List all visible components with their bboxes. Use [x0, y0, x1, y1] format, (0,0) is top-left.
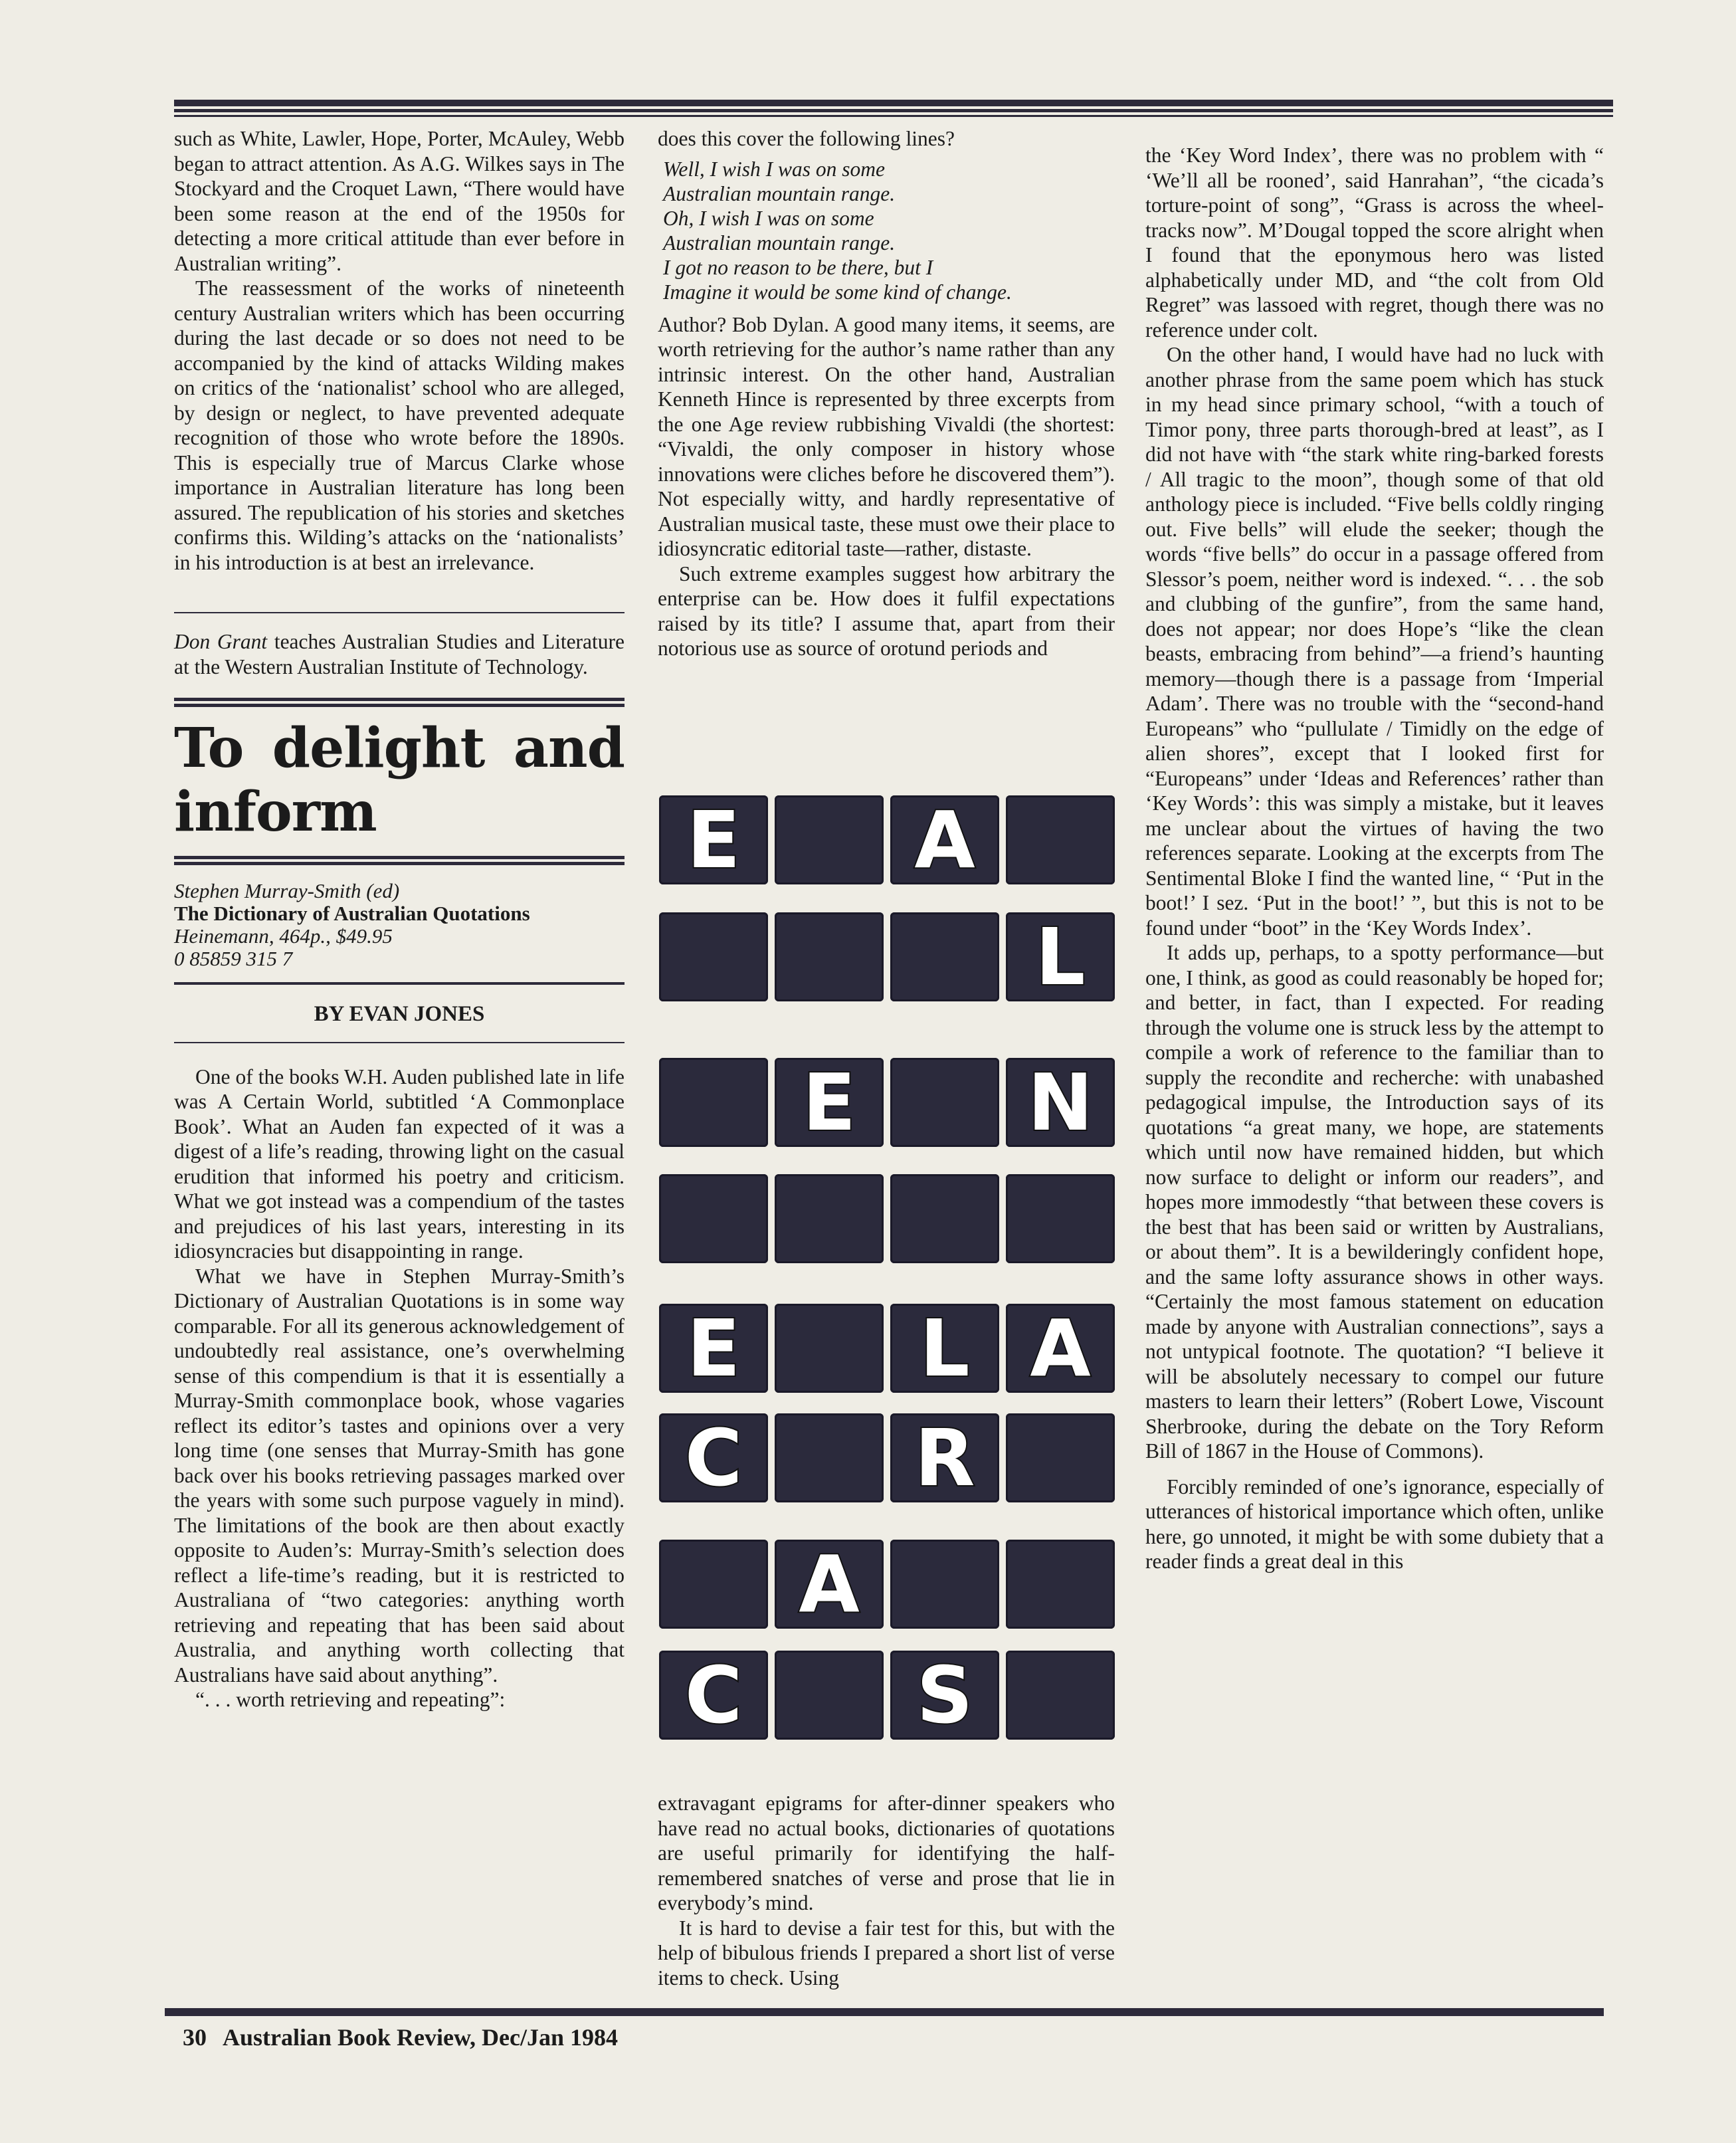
verse-quote	[663, 157, 1115, 304]
letter-tile-r	[890, 1413, 999, 1502]
letter-tile-blank	[775, 1413, 884, 1502]
letter-tile-l	[1006, 912, 1115, 1001]
letter-tile-a	[1006, 1304, 1115, 1393]
paragraph: On the other hand, I would have had no luck with another phrase from the same poem which has stuck in my head since primary school, “with a touch of Timor pony, three parts thorough-bred at least”, as I did not have with “the stark white ring-barked forests / All tragic to the moon”, though some of that old anthology piece is included. “Five bells coldly ringing out. Five bells” will elude the seeker; though the words “five bells” do occur in a passage offered from Slessor’s poem, neither word is indexed. “. . . the sob and clubbing of the gunfire”, from the same hand, does not appear; nor does Hope’s “like the clean beasts, embracing from behind”—a friend’s haunting memory—though there is a passage from ‘Imperial Adam’. There was no trouble with the “second-hand Europeans” who “pullulate / Timidly on the edge of alien shores”, except that I looked first for “Europeans” under ‘Ideas and References’ rather than ‘Key Words’: this was simply a mistake, but it leaves me unclear about the virtues of having the two references separate. Looking at the excerpts from The Sentimental Bloke I find the wanted line, “ ‘Put in the boot!’ I sez. ‘Put in the boot!’ ”, but this is not to be found under “boot” in the ‘Key Words Index’.	[1145, 343, 1604, 940]
paragraph: does this cover the following lines?	[658, 127, 955, 150]
verse-line: Imagine it would be some kind of change.	[663, 280, 1012, 304]
letter-tile-blank	[775, 795, 884, 884]
bio-text: teaches Australian Studies and Literature at the Western Australian Institute of Technology.	[174, 630, 625, 678]
letter-tile-c	[659, 1413, 768, 1502]
tile-letter: E	[686, 1302, 741, 1394]
book-title: The Dictionary of Australian Quotations	[174, 902, 530, 925]
letter-tile-blank	[659, 1174, 768, 1263]
tile-letter: R	[914, 1412, 975, 1504]
column-3	[1145, 143, 1604, 1574]
letter-tile-illustration	[659, 795, 1116, 1784]
letter-tile-blank	[775, 1304, 884, 1393]
column-1	[174, 126, 625, 1712]
letter-tile-c	[659, 1651, 768, 1740]
letter-tile-blank	[659, 1058, 768, 1147]
letter-tile-blank	[890, 1540, 999, 1629]
letter-tile-blank	[1006, 1413, 1115, 1502]
tile-letter: L	[1035, 911, 1086, 1003]
page-footer	[183, 2023, 634, 2051]
journal-name: Australian Book Review, Dec/Jan 1984	[223, 2024, 619, 2051]
book-editor: Stephen Murray-Smith (ed)	[174, 879, 400, 902]
heading-rule	[174, 856, 625, 865]
letter-tile-blank	[659, 912, 768, 1001]
paragraph: What we have in Stephen Murray-Smith’s Dictionary of Australian Quotations is in some way comparable. For all its generous acknowledgement of undoubtedly real assistance, one’s overwhelming sense of this compendium is that it is essentially a Murray-Smith commonplace book, whose vagaries reflect its editor’s tastes and opinions over a very long time (one senses that Murray-Smith has gone back over his books retrieving passages marked over the years with some such purpose vaguely in mind). The limitations of the book are then about exactly opposite to Auden’s: Murray-Smith’s selection does reflect a life-time’s reading, but it is restricted to Australiana of “two categories: anything worth retrieving and repeating that has been said about Australia, and anything worth collecting that Australians have said about anything”.	[174, 1264, 625, 1686]
tile-letter: E	[802, 1057, 856, 1148]
verse-line: Australian mountain range.	[663, 181, 896, 205]
tile-letter: S	[916, 1649, 973, 1741]
letter-tile-e	[659, 1304, 768, 1393]
verse-line: I got no reason to be there, but I	[663, 255, 933, 279]
paragraph: The reassessment of the works of nineteenth century Australian writers which has been occurring during the last decade or so does not need to be accompanied by the kind of attacks Wilding makes on critics of the ‘nationalist’ school who are alleged, by design or neglect, to have prevented adequate recognition of those who wrote before the 1890s. This is especially true of Marcus Clarke whose importance in Australian literature has long been assured. The republication of his stories and sketches confirms this. Wilding’s attacks on the ‘nationalists’ in his introduction is at best an irrelevance.	[174, 276, 625, 574]
letter-tile-blank	[1006, 795, 1115, 884]
column-2-continued	[658, 1791, 1115, 1990]
letter-tile-e	[775, 1058, 884, 1147]
letter-tile-blank	[659, 1540, 768, 1629]
letter-tile-blank	[1006, 1174, 1115, 1263]
bio-name: Don Grant	[174, 630, 268, 653]
tile-letter: L	[919, 1302, 970, 1394]
paragraph: such as White, Lawler, Hope, Porter, McAuley, Webb began to attract attention. As A.G. Wilkes says in The Stockyard and the Croquet Lawn, “There would have been some reason at the end of the 1950s for detecting a more critical attitude than ever before in Australian writing”.	[174, 127, 625, 275]
paragraph: the ‘Key Word Index’, there was no problem with “ ‘We’ll all be rooned’, said Hanrahan”, “the cicada’s torture-point of song”, “Grass is across the wheel-tracks now”. M’Dougal topped the score alright when I found that the eponymous hero was listed alphabetically under MD, and “the colt from Old Regret” was lassoed with regret, though there was no reference under colt.	[1145, 144, 1604, 342]
paragraph: extravagant epigrams for after-dinner speakers who have read no actual books, dictionaries of quotations are useful primarily for identifying the half-remembered snatches of verse and prose that lie in everybody’s mind.	[658, 1791, 1115, 1914]
paragraph: It adds up, perhaps, to a spotty performance—but one, I think, as good as could reasonably be hoped for; and better, in fact, than I expected. For reading through the volume one is struck less by the attempt to compile a work of reference to the familiar than to supply the recondite and recherche: with unabashed pedagogical impulse, the Introduction says of its quotations “a great many, we hope, are statements which until now have remained hidden, but which now surface to delight or inform our readers”, and hopes more immodestly “that between these covers is the best that has been said or written by Australians, or about them”. It is a bewilderingly confident hope, and the same lofty assurance shows in other ways. “Certainly the most famous statement on education made by anyone with Australian connections”, says a not untypical footnote. The quotation? “I believe it will be absolutely necessary to compel our future masters to learn their letters” (Robert Lowe, Viscount Sherbrooke, during the debate on the Tory Reform Bill of 1867 in the House of Commons).	[1145, 941, 1604, 1463]
letter-tile-blank	[890, 912, 999, 1001]
letter-tile-blank	[775, 912, 884, 1001]
paragraph: Author? Bob Dylan. A good many items, it seems, are worth retrieving for the author’s name rather than any intrinsic interest. On the other hand, Australian Kenneth Hince is represented by three excerpts from the one Age review rubbishing Vivaldi (the shortest: “Vivaldi, the only composer in history whose innovations were cliches before he discovered them”). Not especially witty, and hardly representative of Australian musical taste, these must owe their place to idiosyncratic editorial taste—rather, distaste.	[658, 312, 1115, 560]
book-details	[174, 880, 625, 970]
paragraph: Forcibly reminded of one’s ignorance, especially of utterances of historical importance which often, unlike here, go unnoted, it might be with some dubiety that a reader finds a great deal in this	[1145, 1475, 1604, 1573]
author-bio	[174, 595, 625, 679]
verse-line: Australian mountain range.	[663, 231, 896, 255]
letter-tile-blank	[890, 1174, 999, 1263]
paragraph: “. . . worth retrieving and repeating”:	[195, 1688, 506, 1711]
letter-tile-blank	[1006, 1651, 1115, 1740]
paragraph: One of the books W.H. Auden published late in life was A Certain World, subtitled ‘A Commonplace Book’. What an Auden fan expected of it was a digest of a life’s reading, throwing light on the casual erudition that informed his poetry and criticism. What we got instead was a compendium of the tastes and prejudices of his last years, interesting in its idiosyncracies but disappointing in range.	[174, 1065, 625, 1263]
book-publisher: Heinemann, 464p., $49.95	[174, 924, 393, 948]
tile-letter: E	[686, 794, 741, 886]
letter-tile-l	[890, 1304, 999, 1393]
tile-letter: N	[1027, 1057, 1094, 1148]
bottom-rule	[165, 2008, 1604, 2019]
tile-letter: A	[799, 1538, 860, 1630]
letter-tile-a	[890, 795, 999, 884]
top-rule	[174, 100, 1613, 120]
verse-line: Oh, I wish I was on some	[663, 206, 874, 230]
tile-letter: C	[684, 1649, 743, 1741]
tile-letter: A	[1030, 1302, 1091, 1394]
page-number: 30	[183, 2024, 207, 2051]
byline: BY EVAN JONES	[174, 982, 625, 1043]
letter-tile-blank	[890, 1058, 999, 1147]
tile-letter: A	[914, 794, 975, 886]
column-2	[658, 126, 1115, 661]
verse-line: Well, I wish I was on some	[663, 157, 885, 181]
article-title: To delight and inform	[174, 716, 625, 844]
letter-tile-a	[775, 1540, 884, 1629]
letter-tile-blank	[775, 1174, 884, 1263]
heading-rule	[174, 698, 625, 707]
book-isbn: 0 85859 315 7	[174, 947, 293, 970]
letter-tile-s	[890, 1651, 999, 1740]
tile-letter: C	[684, 1412, 743, 1504]
letter-tile-n	[1006, 1058, 1115, 1147]
paragraph: Such extreme examples suggest how arbitrary the enterprise can be. How does it fulfil expectations raised by its title? I assume that, apart from their notorious use as source of orotund periods and	[658, 561, 1115, 660]
letter-tile-blank	[775, 1651, 884, 1740]
letter-tile-blank	[1006, 1540, 1115, 1629]
letter-tile-e	[659, 795, 768, 884]
paragraph: It is hard to devise a fair test for this, but with the help of bibulous friends I prepared a short list of verse items to check. Using	[658, 1916, 1115, 1990]
